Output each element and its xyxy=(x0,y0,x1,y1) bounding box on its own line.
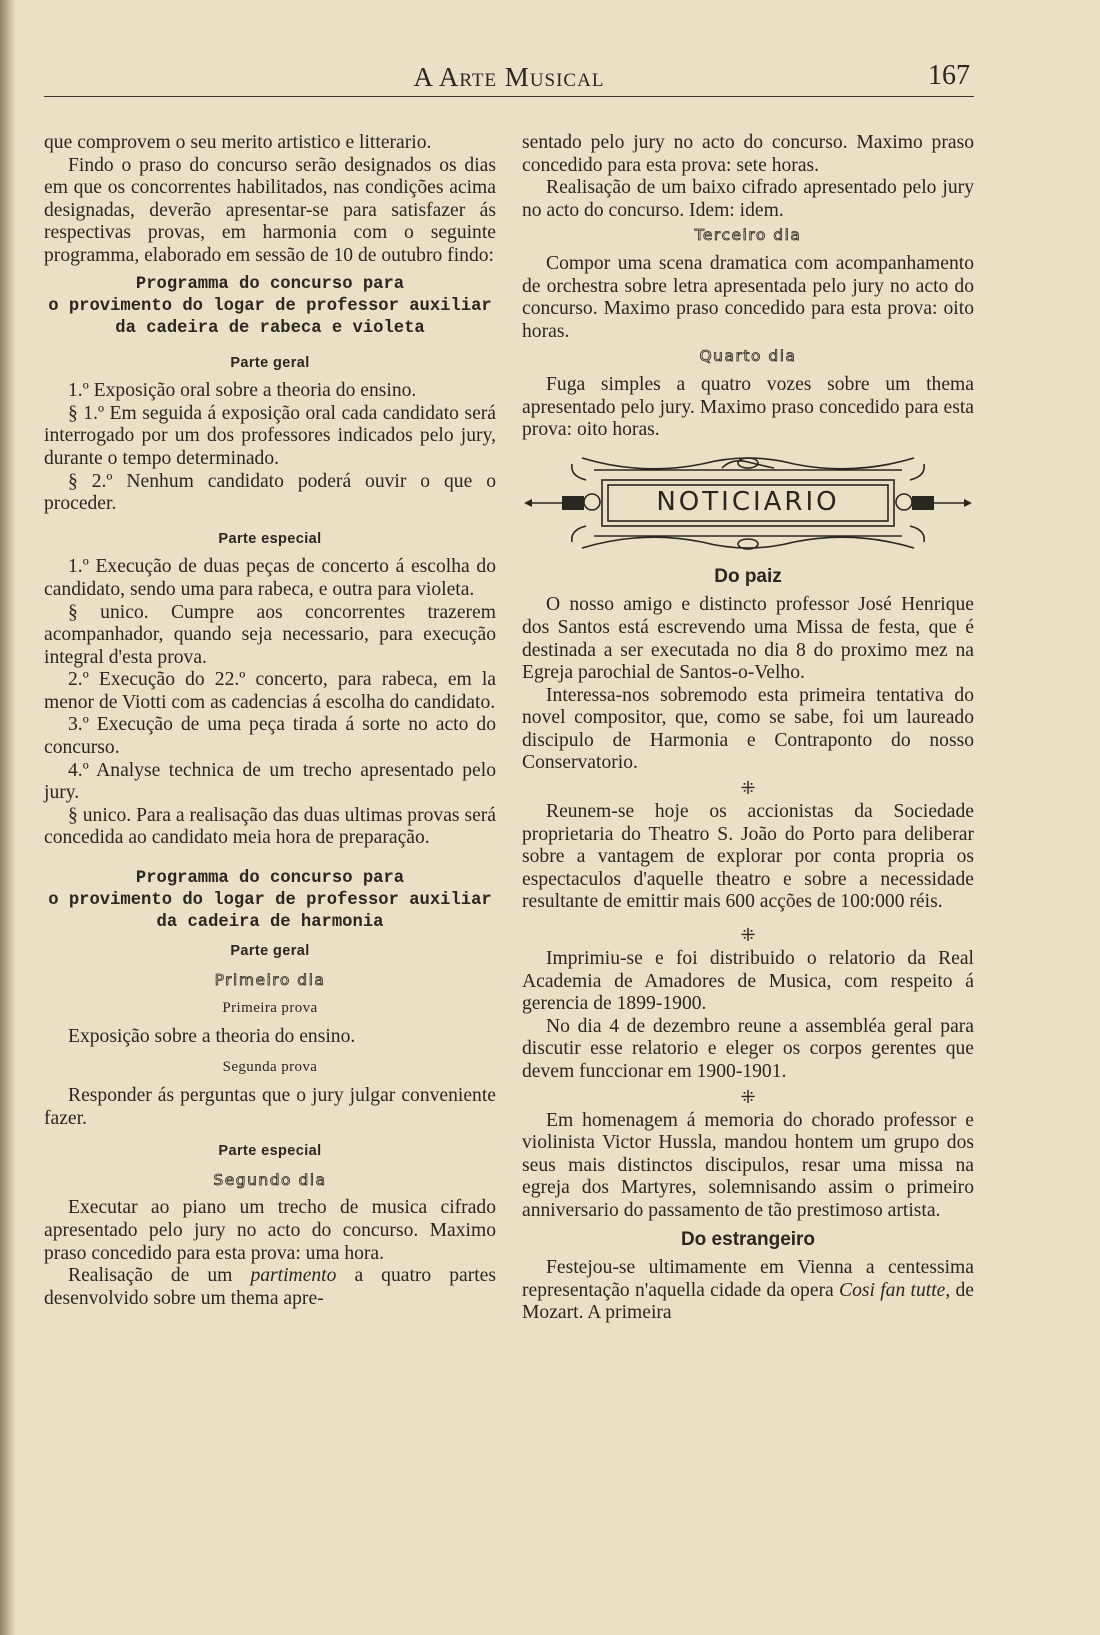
section-label: Parte especial xyxy=(218,530,322,547)
journal-title: A Arte Musical xyxy=(413,62,605,92)
prova-label: Primeira prova xyxy=(222,1000,318,1017)
paragraph: sentado pelo jury no acto do concurso. Maximo praso concedido para esta prova: sete horas. xyxy=(522,132,974,176)
paragraph: Interessa-nos sobremodo esta primeira tentativa do novel compositor, que, como se sabe, foi um laureado discipulo de Harmonia e Contraponto do nosso Conservatorio. xyxy=(522,684,974,774)
day-label: Terceiro dia xyxy=(694,226,802,245)
section-heading: Do paiz xyxy=(714,565,782,587)
paragraph: Responder ás perguntas que o jury julgar conveniente fazer. xyxy=(44,1085,496,1129)
paragraph: 1.º Execução de duas peças de concerto á escolha do candidato, sendo uma para rabeca, e outra para violeta. xyxy=(44,556,496,600)
noticiario-title: NOTICIARIO xyxy=(656,486,840,517)
separator-star-icon: ⁜ xyxy=(740,1086,756,1107)
paragraph: Findo o praso do concurso serão designados os dias em que os concorrentes habilitados, nas condições acima designadas, deverão apresentar-se para satisfazer ás respectivas provas, em harmonia com o seguinte programma, elaborado em sessão de 10 de outubro findo: xyxy=(44,154,496,266)
programme-heading: Programma do concurso para o provimento do logar de professor auxiliar da cadeira de rabeca e violeta xyxy=(48,274,492,338)
section-label: Parte especial xyxy=(218,1143,322,1160)
page-number: 167 xyxy=(928,60,970,91)
paragraph: que comprovem o seu merito artistico e litterario. xyxy=(44,132,432,153)
section-heading: Do estrangeiro xyxy=(680,1228,816,1250)
paragraph: O nosso amigo e distincto professor José Henrique dos Santos está escrevendo uma Missa de festa, que é destinada a ser executada no dia 8 do proximo mez na Egreja parochial de Santos-o-Velho. xyxy=(522,594,974,684)
paragraph: Em homenagem á memoria do chorado professor e violinista Victor Hussla, mandou hontem um grupo dos seus mais distinctos discipulos, resar uma missa na egreja dos Martyres, solemnisando assim o primeiro anniversario do passamento de tão prestimoso artista. xyxy=(522,1109,974,1221)
separator-star-icon: ⁜ xyxy=(740,925,756,946)
day-label: Primeiro dia xyxy=(214,970,326,989)
paragraph: Realisação de um partimento a quatro partes desenvolvido sobre um thema apre- xyxy=(44,1265,497,1309)
paragraph: 2.º Execução do 22.º concerto, para rabeca, em la menor de Viotti com as cadencias á escolha do candidato. xyxy=(44,669,496,713)
paragraph: § unico. Para a realisação das duas ultimas provas será concedida ao candidato meia hora de preparação. xyxy=(44,804,496,849)
right-column xyxy=(522,132,974,1325)
noticiario-banner xyxy=(522,450,974,560)
paragraph: Festejou-se ultimamente em Vienna a centessima representação n'aquella cidade da opera Cosi fan tutte, de Mozart. A primeira xyxy=(522,1257,974,1324)
section-label: Parte geral xyxy=(230,354,310,371)
paragraph: § 2.º Nenhum candidato poderá ouvir o que o proceder. xyxy=(44,470,496,515)
paragraph: Exposição sobre a theoria do ensino. xyxy=(68,1025,356,1047)
paragraph: Realisação de um baixo cifrado apresentado pelo jury no acto do concurso. Idem: idem. xyxy=(522,177,974,221)
page-spine-shadow xyxy=(0,0,16,1635)
prova-label: Segunda prova xyxy=(222,1059,318,1076)
paragraph: 4.º Analyse technica de um trecho apresentado pelo jury. xyxy=(44,759,496,804)
section-label: Parte geral xyxy=(230,943,310,960)
paragraph: Executar ao piano um trecho de musica cifrado apresentado pelo jury no acto do concurso. Maximo praso concedido para esta prova: uma hora. xyxy=(44,1197,496,1264)
paragraph: Imprimiu-se e foi distribuido o relatorio da Real Academia de Amadores de Musica, com respeito á gerencia de 1899-1900. xyxy=(522,948,974,1015)
paragraph: Reunem-se hoje os accionistas da Sociedade proprietaria do Theatro S. João do Porto para deliberar sobre a vantagem de explorar por conta propria os espectaculos d'aquelle theatro e sobre a necessidade resultante de emittir mais 600 acções de 100:000 réis. xyxy=(522,801,974,913)
programme-heading: Programma do concurso para o provimento do logar de professor auxiliar da cadeira de harmonia xyxy=(48,869,492,933)
paragraph: 1.º Exposição oral sobre a theoria do ensino. xyxy=(68,380,417,402)
paragraph: Compor uma scena dramatica com acompanhamento de orchestra sobre letra apresentada pelo jury no acto do concurso. Maximo praso concedido para esta prova: oito horas. xyxy=(522,252,974,342)
paragraph: § 1.º Em seguida á exposição oral cada candidato será interrogado por um dos professores indicados pelo jury, durante o tempo determinado. xyxy=(44,402,496,469)
paragraph: Fuga simples a quatro vozes sobre um thema apresentado pelo jury. Maximo praso concedido para esta prova: oito horas. xyxy=(522,373,974,441)
paragraph: 3.º Execução de uma peça tirada á sorte no acto do concurso. xyxy=(44,714,496,759)
paragraph: § unico. Cumpre aos concorrentes trazerem acompanhador, quando seja necessario, para execução integral d'esta prova. xyxy=(44,601,496,668)
paragraph: No dia 4 de dezembro reune a assembléa geral para discutir esse relatorio e eleger os corpos gerentes que devem funccionar em 1900-1901. xyxy=(522,1015,974,1082)
running-header xyxy=(44,60,974,97)
day-label: Segundo dia xyxy=(213,1170,327,1189)
left-column xyxy=(44,132,496,1310)
day-label: Quarto dia xyxy=(699,347,797,366)
separator-star-icon: ⁜ xyxy=(740,778,756,799)
